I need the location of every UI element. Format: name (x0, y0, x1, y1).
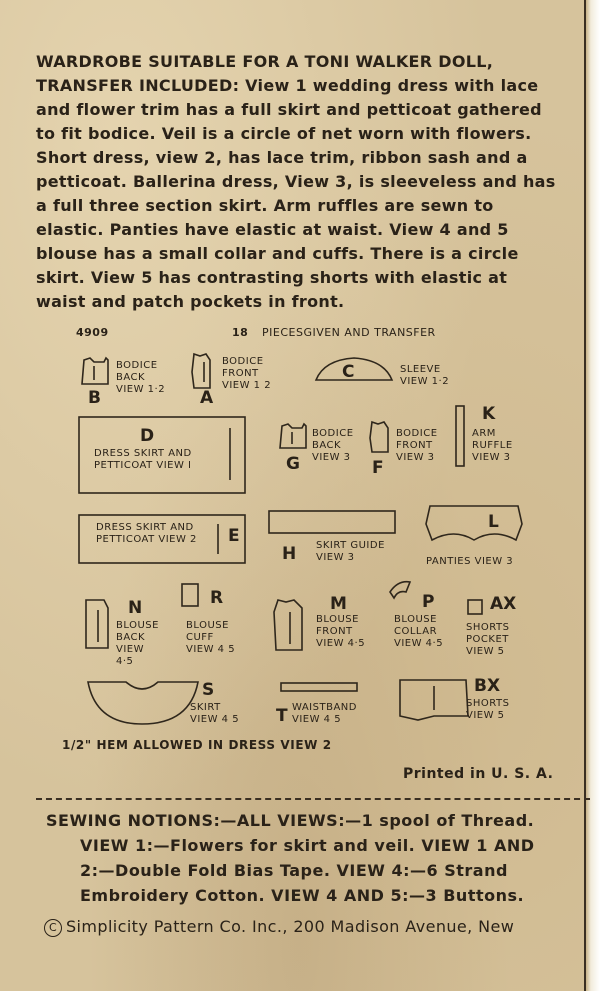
piece-t-letter: T (276, 706, 288, 726)
pattern-description (36, 50, 556, 314)
piece-h-shape (268, 510, 398, 536)
pieces-text: PIECESGIVEN AND TRANSFER (262, 326, 436, 339)
piece-n-label: BLOUSE BACK VIEW 4·5 (116, 620, 159, 667)
piece-h-label: SKIRT GUIDE VIEW 3 (316, 540, 385, 563)
piece-g-label: BODICE BACK VIEW 3 (312, 428, 354, 463)
footer-text: Simplicity Pattern Co. Inc., 200 Madison Avenue, New (66, 917, 515, 936)
piece-p-letter: P (422, 592, 435, 612)
faded-stamp (140, 4, 146, 25)
piece-ax-letter: AX (490, 594, 517, 614)
dashed-divider (36, 798, 590, 800)
description-body: View 1 wedding dress with lace and flower trim has a full skirt and petticoat gathered to fit bodice. Veil is a circle of net worn with flowers. Short dress, view 2, has lace trim, ribbon sash and a petticoat. Ballerina dress, View 3, is sleeveless and has a full three section skirt. Arm ruffles are sewn to elastic. Panties have elastic at waist. View 4 and 5 blouse has a small collar and cuffs. There is a circle skirt. View 5 has contrasting shorts with elastic at waist and patch pockets in front. (36, 76, 556, 311)
piece-k-label: ARM RUFFLE VIEW 3 (472, 428, 513, 463)
piece-g-letter: G (286, 454, 300, 474)
piece-a-shape (190, 352, 214, 392)
printed-in: Printed in U. S. A. (403, 766, 554, 782)
piece-f-letter: F (372, 458, 384, 478)
piece-t-label: WAISTBAND VIEW 4 5 (292, 702, 357, 725)
piece-e-letter: E (228, 526, 240, 546)
publisher-footer (44, 917, 514, 937)
piece-m-label: BLOUSE FRONT VIEW 4·5 (316, 614, 366, 649)
piece-s-label: SKIRT VIEW 4 5 (190, 702, 240, 725)
piece-s-shape (86, 678, 200, 728)
piece-l-label: PANTIES VIEW 3 (426, 556, 514, 567)
piece-e-label: DRESS SKIRT AND PETTICOAT VIEW 2 (96, 522, 197, 545)
piece-bx-shape (396, 676, 472, 722)
piece-k-letter: K (482, 404, 496, 424)
piece-d-letter: D (140, 426, 155, 446)
sewing-notions (46, 808, 566, 908)
piece-bx-label: SHORTS VIEW 5 (466, 698, 510, 721)
piece-l-shape (424, 504, 524, 544)
piece-d-label: DRESS SKIRT AND PETTICOAT VIEW I (94, 448, 192, 471)
description-heading: WARDROBE SUITABLE FOR A TONI WALKER DOLL, TRANSFER INCLUDED: (36, 52, 494, 95)
pieces-count: 18 (232, 326, 249, 339)
piece-p-label: BLOUSE COLLAR VIEW 4·5 (394, 614, 444, 649)
piece-a-letter: A (200, 388, 214, 408)
piece-n-letter: N (128, 598, 143, 618)
notions-line-3: 2:—Double Fold Bias Tape. VIEW 4:—6 Strand (80, 861, 508, 880)
piece-h-letter: H (282, 544, 297, 564)
piece-c-letter: C (342, 362, 355, 382)
piece-m-letter: M (330, 594, 347, 614)
piece-b-label: BODICE BACK VIEW 1·2 (116, 360, 166, 395)
piece-k-shape (454, 404, 468, 468)
piece-s-letter: S (202, 680, 215, 700)
page-edge (584, 0, 600, 991)
piece-ax-label: SHORTS POCKET VIEW 5 (466, 622, 510, 657)
piece-b-letter: B (88, 388, 101, 408)
piece-p-shape (388, 578, 414, 600)
notions-line-4: Embroidery Cotton. VIEW 4 AND 5:—3 Buttons. (80, 886, 525, 905)
copyright-icon: C (44, 919, 62, 937)
piece-n-shape (82, 598, 112, 652)
piece-f-label: BODICE FRONT VIEW 3 (396, 428, 438, 463)
notions-line-2: VIEW 1:—Flowers for skirt and veil. VIEW 1 AND (80, 836, 535, 855)
piece-bx-letter: BX (474, 676, 501, 696)
piece-l-letter: L (488, 512, 499, 532)
piece-m-shape (272, 598, 306, 654)
piece-r-letter: R (210, 588, 224, 608)
piece-f-shape (368, 420, 392, 456)
piece-b-shape (80, 356, 110, 388)
piece-c-label: SLEEVE VIEW 1·2 (400, 364, 450, 387)
piece-r-shape (180, 582, 202, 610)
hem-note: 1/2" HEM ALLOWED IN DRESS VIEW 2 (62, 738, 332, 752)
piece-a-label: BODICE FRONT VIEW 1 2 (222, 356, 272, 391)
piece-r-label: BLOUSE CUFF VIEW 4 5 (186, 620, 236, 655)
pattern-number: 4909 (76, 326, 109, 339)
notions-line-1: SEWING NOTIONS:—ALL VIEWS:—1 spool of Thread. (46, 811, 535, 830)
piece-t-shape (280, 682, 360, 694)
piece-g-shape (278, 422, 308, 452)
piece-ax-shape (466, 598, 484, 616)
